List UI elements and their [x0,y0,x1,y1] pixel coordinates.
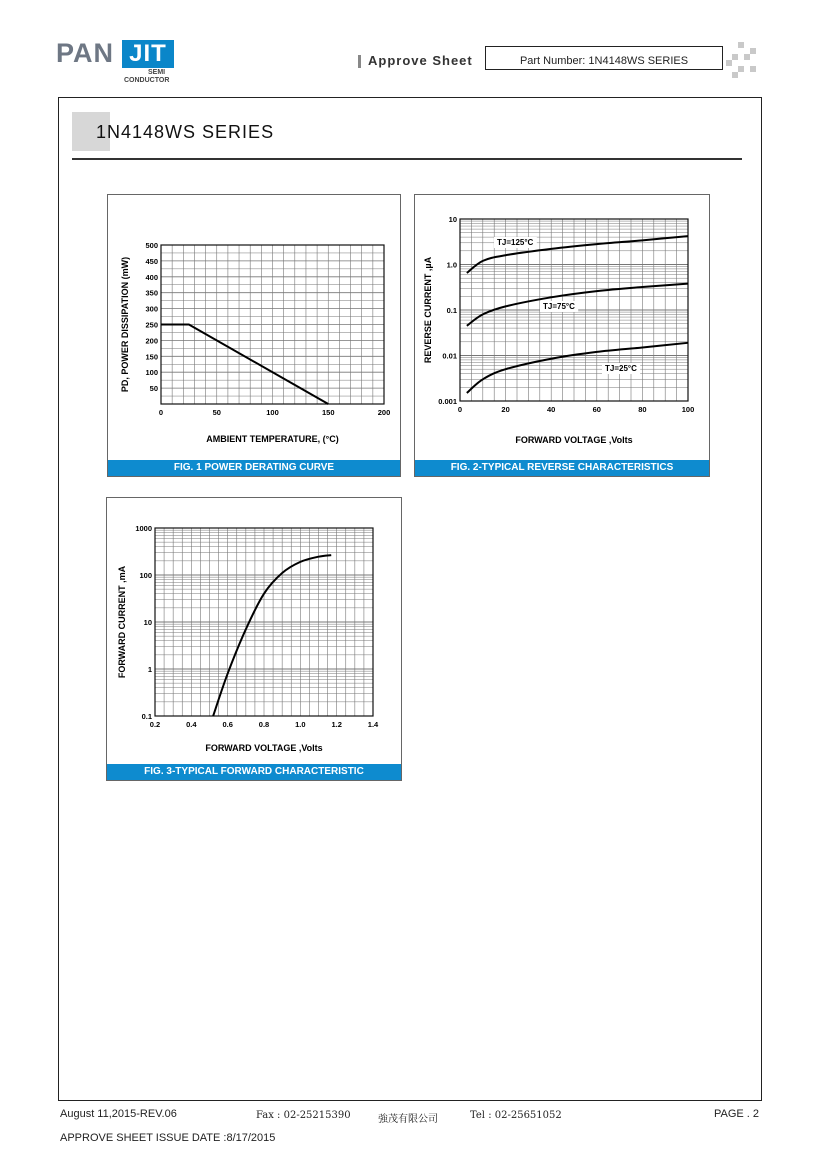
x-tick-label: 0 [457,405,463,414]
fig1-caption: FIG. 1 POWER DERATING CURVE [108,460,400,476]
y-axis-label: REVERSE CURRENT ,µA [423,256,433,364]
y-tick-label: 300 [145,304,158,314]
logo-sub-conductor: CONDUCTOR [124,77,170,84]
y-tick-label: 200 [145,336,158,346]
x-axis-label: AMBIENT TEMPERATURE, (°C) [206,434,339,444]
x-tick-label: 100 [681,405,695,414]
series-label: TJ=25°C [605,364,637,373]
x-axis-label: FORWARD VOLTAGE ,Volts [205,743,323,753]
fig3-caption: FIG. 3-TYPICAL FORWARD CHARACTERISTIC [107,764,401,780]
fig3-panel [106,497,402,781]
fig3-forward-characteristic-chart [107,498,401,764]
x-axis-label: FORWARD VOLTAGE ,Volts [515,435,633,445]
y-tick-label: 100 [145,368,158,378]
series-line [213,555,331,716]
x-tick-label: 0.4 [186,720,197,729]
y-tick-label: 0.1 [446,306,457,315]
y-tick-label: 1000 [135,524,152,533]
y-tick-label: 0.01 [442,351,457,361]
x-tick-label: 0 [158,408,164,417]
y-tick-label: 10 [143,618,152,627]
y-tick-label: 0.001 [438,397,457,406]
x-tick-label: 1.4 [367,720,379,729]
y-tick-label: 10 [448,215,457,224]
series-label: TJ=125°C [497,238,534,247]
footer-revision: August 11,2015-REV.06 [60,1108,177,1120]
fig2-caption: FIG. 2-TYPICAL REVERSE CHARACTERISTICS [415,460,709,476]
fig1-panel [107,194,401,477]
approve-bar-icon [358,55,361,68]
x-tick-label: 200 [377,408,391,417]
x-tick-label: 1.2 [331,720,342,729]
y-tick-label: 1 [147,665,152,674]
x-tick-label: 100 [266,408,279,417]
y-tick-label: 1.0 [446,260,457,270]
fig2-reverse-characteristics-chart [415,195,709,460]
logo-jit-badge: JIT [122,40,174,68]
logo-pan-text: PAN [56,38,115,68]
footer-company: 強茂有限公司 [378,1114,438,1125]
y-tick-label: 250 [145,320,158,330]
y-tick-label: 150 [145,352,158,362]
x-tick-label: 60 [592,405,601,414]
x-tick-label: 0.6 [222,720,233,729]
footer-page-number: PAGE . 2 [714,1108,760,1120]
y-tick-label: 400 [145,272,158,282]
pixel-decoration-icon [726,42,762,78]
part-number-box: Part Number: 1N4148WS SERIES [485,46,723,70]
x-tick-label: 1.0 [295,720,306,729]
y-tick-label: 500 [145,241,158,250]
x-tick-label: 40 [547,405,556,414]
footer-fax: Fax : 02-25215390 [256,1110,351,1121]
logo-sub-semi: SEMI [148,69,166,76]
y-axis-label: PD, POWER DISSIPATION (mW) [120,256,130,393]
series-line [467,343,688,393]
x-tick-label: 0.2 [149,720,161,729]
title-divider [72,158,742,160]
y-axis-label: FORWARD CURRENT ,mA [117,565,127,679]
x-tick-label: 80 [638,405,647,414]
y-tick-label: 50 [149,384,158,394]
fig2-panel [414,194,710,477]
y-tick-label: 0.1 [141,712,152,721]
x-tick-label: 50 [212,408,221,417]
footer-tel: Tel : 02-25651052 [470,1110,562,1121]
page-title: 1N4148WS SERIES [96,122,275,142]
x-tick-label: 150 [321,408,335,417]
y-tick-label: 100 [139,571,152,580]
series-label: TJ=75°C [543,302,575,311]
fig1-power-derating-chart [108,195,400,460]
y-tick-label: 350 [145,288,158,298]
x-tick-label: 0.8 [258,720,270,729]
approve-sheet-label: Approve Sheet [368,53,473,68]
x-tick-label: 20 [501,405,510,414]
footer-issue-date: APPROVE SHEET ISSUE DATE :8/17/2015 [60,1132,276,1144]
y-tick-label: 450 [145,256,158,266]
